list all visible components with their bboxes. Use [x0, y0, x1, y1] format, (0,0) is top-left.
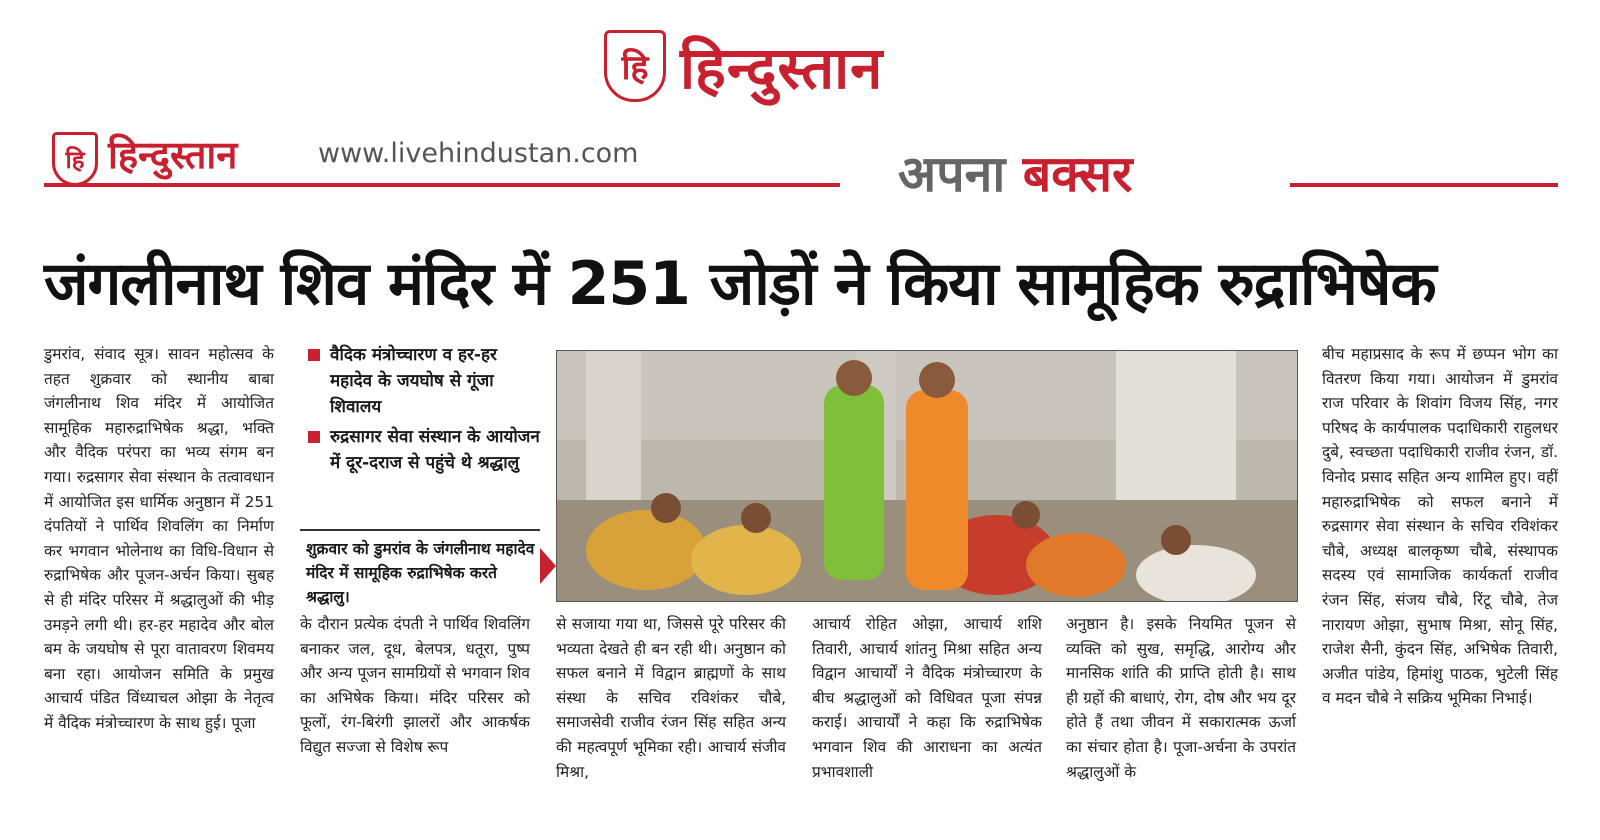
ceremony-photo-illustration	[556, 350, 1298, 602]
brand-wordmark: हिन्दुस्तान	[680, 34, 884, 102]
masthead-rule-right	[1290, 183, 1558, 187]
masthead-wordmark: हिन्दुस्तान	[108, 133, 238, 177]
website-url[interactable]: www.livehindustan.com	[318, 138, 639, 169]
section-title-part1: अपना	[898, 145, 1006, 203]
photo-caption: शुक्रवार को डुमरांव के जंगलीनाथ महादेव मंदिर में सामूहिक रुद्राभिषेक करते श्रद्धालु।	[306, 540, 535, 606]
masthead-rule-left	[44, 183, 840, 187]
article-column-2: के दौरान प्रत्येक दंपती ने पार्थिव शिवलिंग बनाकर जल, दूध, बेलपत्र, धतूरा, पुष्प और अन्य पूजन सामग्रियों से भगवान शिव का अभिषेक किया। मंदिर परिसर को फूलों, रंग-बिरंगी झालरों और आकर्षक विद्युत सज्जा से विशेष रूप	[300, 615, 530, 756]
caption-divider	[300, 529, 540, 531]
brand-shield-logo	[604, 30, 666, 102]
section-title	[898, 138, 1132, 206]
highlights-box	[300, 342, 540, 480]
highlight-text: वैदिक मंत्रोच्चारण व हर-हर महादेव के जयघोष से गूंजा शिवालय	[330, 345, 497, 417]
bullet-square-icon	[308, 349, 320, 361]
article-column-1: डुमरांव, संवाद सूत्र। सावन महोत्सव के तहत शुक्रवार को स्थानीय बाबा जंगलीनाथ शिव मंदिर में आयोजित सामूहिक महारुद्राभिषेक श्रद्धा, भक्ति और वैदिक परंपरा का भव्य संगम बन गया। रुद्रसागर सेवा संस्थान के तत्वावधान में आयोजित इस धार्मिक अनुष्ठान में 251 दंपतियों ने पार्थिव शिवलिंग का निर्माण कर भगवान भोलेनाथ का विधि-विधान से रुद्राभिषेक और पूजन-अर्चन किया। सुबह से ही मंदिर परिसर में श्रद्धालुओं की भीड़ उमड़ने लगी थी। हर-हर महादेव और बोल बम के जयघोष से पूरा वातावरण शिवमय बना रहा। आयोजन समिति के प्रमुख आचार्य पंडित विंध्याचल ओझा के नेतृत्व में वैदिक मंत्रोच्चारण के साथ हुई। पूजा	[44, 345, 274, 732]
highlight-text: रुद्रसागर सेवा संस्थान के आयोजन में दूर-दराज से पहुंचे थे श्रद्धालु	[330, 427, 540, 473]
bullet-square-icon	[308, 431, 320, 443]
highlight-item	[300, 424, 540, 476]
article-column-6: बीच महाप्रसाद के रूप में छप्पन भोग का वितरण किया गया। आयोजन में डुमरांव राज परिवार के शिवांग विजय सिंह, नगर परिषद के कार्यपालक पदाधिकारी राहुलधर दुबे, स्वच्छता पदाधिकारी राजीव रंजन, डॉ. विनोद प्रसाद सहित अन्य शामिल हुए। वहीं महारुद्राभिषेक को सफल बनाने में रुद्रसागर सेवा संस्थान के सचिव रविशंकर चौबे, अध्यक्ष बालकृष्ण चौबे, संस्थापक सदस्य एवं सामाजिक कार्यकर्ता राजीव रंजन सिंह, संजय चौबे, रिंटू चौबे, तेज नारायण ओझा, सुभाष मिश्रा, सोनू सिंह, राजेश सैनी, कुंदन सिंह, अभिषेक तिवारी, अजीत पांडेय, हिमांशु पाठक, भुटेली सिंह व मदन चौबे ने सक्रिय भूमिका निभाई।	[1322, 345, 1558, 708]
article-column-5: अनुष्ठान है। इसके नियमित पूजन से व्यक्ति को सुख, समृद्धि, आरोग्य और मानसिक शांति की प्राप्ति होती है। साथ ही ग्रहों की बाधाएं, रोग, दोष और भय दूर होते हैं तथा जीवन में सकारात्मक ऊर्जा का संचार होता है। पूजा-अर्चना के उपरांत श्रद्धालुओं के	[1066, 615, 1296, 781]
masthead-shield-logo	[52, 132, 98, 186]
article-column-4: आचार्य रोहित ओझा, आचार्य शशि तिवारी, आचार्य शांतनु मिश्रा सहित अन्य विद्वान आचार्यों ने वैदिक मंत्रोच्चारण के बीच श्रद्धालुओं को विधिवत पूजा संपन्न कराई। आचार्यों ने कहा कि रुद्राभिषेक भगवान शिव की आराधना का अत्यंत प्रभावशाली	[812, 615, 1042, 781]
section-title-part2: बक्सर	[1022, 145, 1133, 203]
highlight-item	[300, 342, 540, 420]
news-photo	[556, 350, 1298, 602]
article-headline: जंगलीनाथ शिव मंदिर में 251 जोड़ों ने किया सामूहिक रुद्राभिषेक	[44, 249, 1436, 319]
article-column-3: से सजाया गया था, जिससे पूरे परिसर की भव्यता देखते ही बन रही थी। अनुष्ठान को सफल बनाने में विद्वान ब्राह्मणों के साथ संस्था के सचिव रविशंकर चौबे, समाजसेवी राजीव रंजन सिंह सहित अन्य की महत्वपूर्ण भूमिका रही। आचार्य संजीव मिश्रा,	[556, 615, 786, 781]
masthead-shield-letter: हि	[65, 145, 85, 174]
shield-letter: हि	[621, 48, 649, 88]
caption-arrow-icon	[540, 548, 556, 584]
